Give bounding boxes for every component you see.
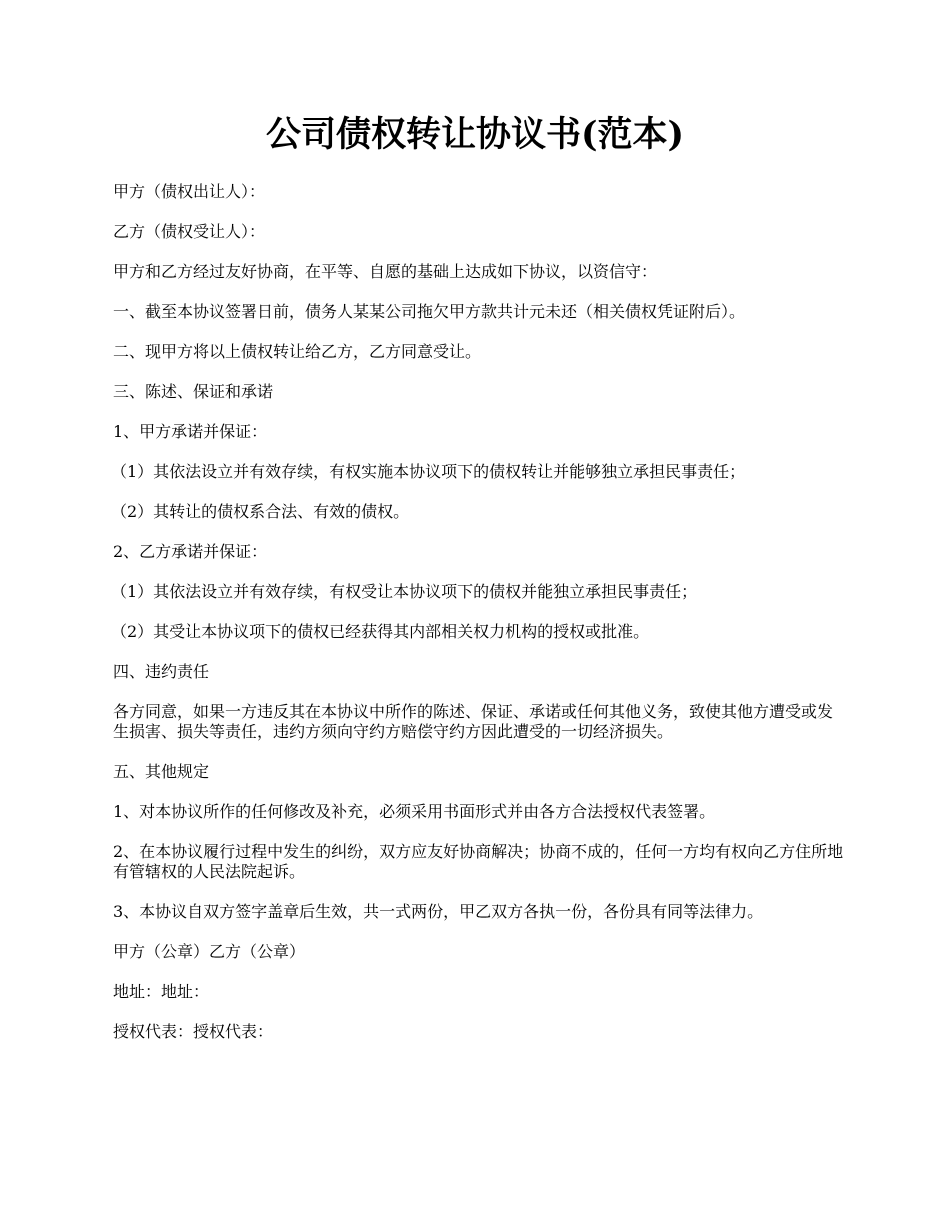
clause-2: 二、现甲方将以上债权转让给乙方，乙方同意受让。 (113, 342, 482, 361)
seal-line: 甲方（公章）乙方（公章） (113, 942, 306, 961)
section-3-heading: 三、陈述、保证和承诺 (113, 382, 274, 401)
section-3-item-1: 1、甲方承诺并保证： (113, 422, 268, 441)
section-3-item-2: 2、乙方承诺并保证： (113, 542, 268, 561)
section-5-heading: 五、其他规定 (113, 762, 210, 781)
party-a-line: 甲方（债权出让人）： (113, 182, 266, 201)
section-3-item-2-sub-1: （1）其依法设立并有效存续，有权受让本协议项下的债权并能独立承担民事责任； (111, 582, 698, 601)
document-title: 公司债权转让协议书(范本) (265, 114, 685, 155)
preamble: 甲方和乙方经过友好协商，在平等、自愿的基础上达成如下协议，以资信守： (113, 262, 658, 281)
clause-1: 一、截至本协议签署日前，债务人某某公司拖欠甲方款共计元未还（相关债权凭证附后）。 (113, 302, 746, 321)
section-5-item-1: 1、对本协议所作的任何修改及补充，必须采用书面形式并由各方合法授权代表签署。 (113, 802, 716, 821)
section-4-heading: 四、违约责任 (113, 662, 210, 681)
section-3-item-1-sub-2: （2）其转让的债权系合法、有效的债权。 (111, 502, 410, 521)
party-b-line: 乙方（债权受让人）： (113, 222, 266, 241)
section-5-item-2: 2、在本协议履行过程中发生的纠纷，双方应友好协商解决；协商不成的，任何一方均有权向乙方住所地有管辖权的人民法院起诉。 (113, 842, 844, 881)
section-5-item-3: 3、本协议自双方签字盖章后生效，共一式两份，甲乙双方各执一份，各份具有同等法律力。 (113, 902, 764, 921)
representative-line: 授权代表：授权代表： (113, 1022, 274, 1041)
address-line: 地址：地址： (113, 982, 210, 1001)
section-3-item-2-sub-2: （2）其受让本协议项下的债权已经获得其内部相关权力机构的授权或批准。 (111, 622, 650, 641)
document-body (113, 182, 848, 1062)
section-4-body: 各方同意，如果一方违反其在本协议中所作的陈述、保证、承诺或任何其他义务，致使其他方遭受或发生损害、损失等责任，违约方须向守约方赔偿守约方因此遭受的一切经济损失。 (113, 702, 834, 741)
section-3-item-1-sub-1: （1）其依法设立并有效存续，有权实施本协议项下的债权转让并能够独立承担民事责任； (111, 462, 746, 481)
